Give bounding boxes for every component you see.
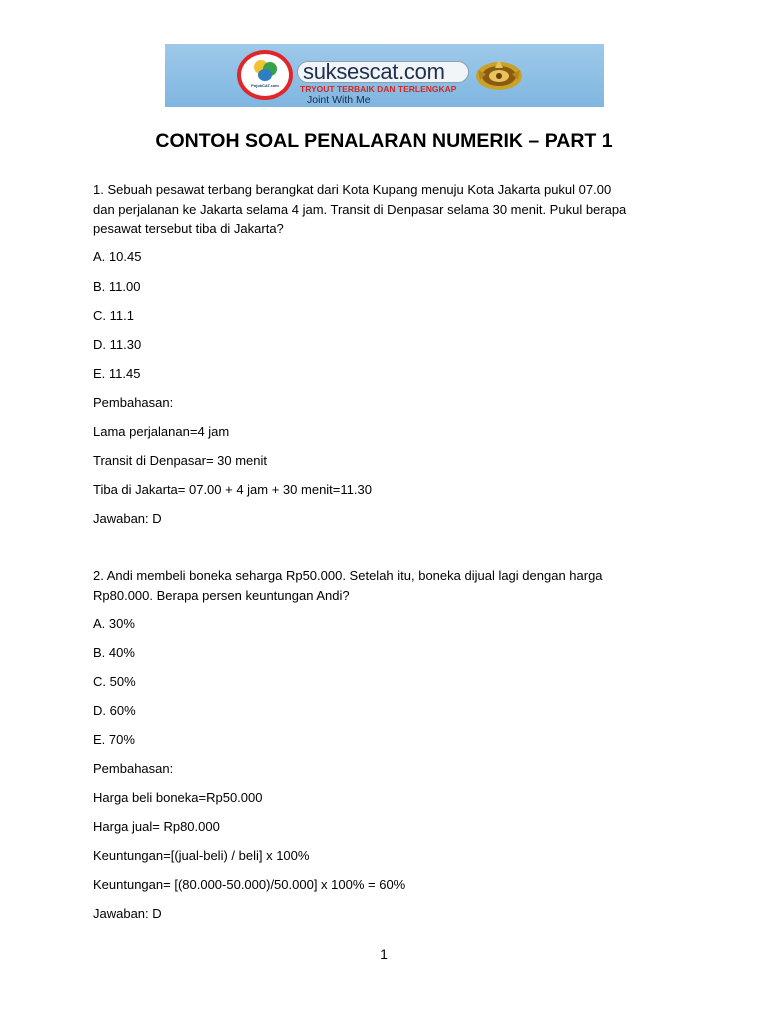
question-2-option-c: C. 50% (93, 674, 136, 689)
question-2-discussion-label: Pembahasan: (93, 761, 174, 776)
logo-small-text: PojokCAT.com (251, 83, 279, 88)
question-1-discussion-line-3: Tiba di Jakarta= 07.00 + 4 jam + 30 menit=11.30 (93, 482, 372, 497)
question-2-discussion-line-4: Keuntungan= [(80.000-50.000)/50.000] x 100% = 60% (93, 877, 406, 892)
question-1-option-d: D. 11.30 (93, 337, 142, 352)
question-1-answer: Jawaban: D (93, 511, 162, 526)
question-2-option-d: D. 60% (93, 703, 136, 718)
brand-tagline: TRYOUT TERBAIK DAN TERLENGKAP (300, 84, 457, 94)
brand-name: suksescat.com (303, 59, 445, 84)
police-emblem-icon (474, 56, 524, 94)
question-1-discussion-line-2: Transit di Denpasar= 30 menit (93, 453, 268, 468)
question-1-option-b: B. 11.00 (93, 279, 141, 294)
question-2-discussion-line-2: Harga jual= Rp80.000 (93, 819, 220, 834)
question-2-text-line-2: Rp80.000. Berapa persen keuntungan Andi? (93, 588, 350, 603)
question-2-answer: Jawaban: D (93, 906, 162, 921)
question-2-option-b: B. 40% (93, 645, 135, 660)
question-2-discussion-line-1: Harga beli boneka=Rp50.000 (93, 790, 263, 805)
question-1-option-c: C. 11.1 (93, 308, 134, 323)
page-title: CONTOH SOAL PENALARAN NUMERIK – PART 1 (155, 130, 613, 152)
brand-joint-text: Joint With Me (307, 94, 371, 106)
question-1-option-a: A. 10.45 (93, 249, 142, 264)
header-banner (165, 44, 604, 107)
question-2-option-e: E. 70% (93, 732, 135, 747)
question-1-text-line-1: 1. Sebuah pesawat terbang berangkat dari Kota Kupang menuju Kota Jakarta pukul 07.00 (93, 182, 612, 197)
question-2-option-a: A. 30% (93, 616, 135, 631)
question-1-discussion-label: Pembahasan: (93, 395, 174, 410)
question-2-text-line-1: 2. Andi membeli boneka seharga Rp50.000. Setelah itu, boneka dijual lagi dengan harga (93, 568, 603, 583)
pojokcat-logo-icon (237, 50, 293, 100)
question-1-text-line-3: pesawat tersebut tiba di Jakarta? (93, 221, 284, 236)
question-1-text-line-2: dan perjalanan ke Jakarta selama 4 jam. Transit di Denpasar selama 30 menit. Pukul berapa (93, 202, 627, 217)
question-2-discussion-line-3: Keuntungan=[(jual-beli) / beli] x 100% (93, 848, 310, 863)
page-number: 1 (380, 946, 388, 962)
question-1-option-e: E. 11.45 (93, 366, 141, 381)
question-1-discussion-line-1: Lama perjalanan=4 jam (93, 424, 230, 439)
